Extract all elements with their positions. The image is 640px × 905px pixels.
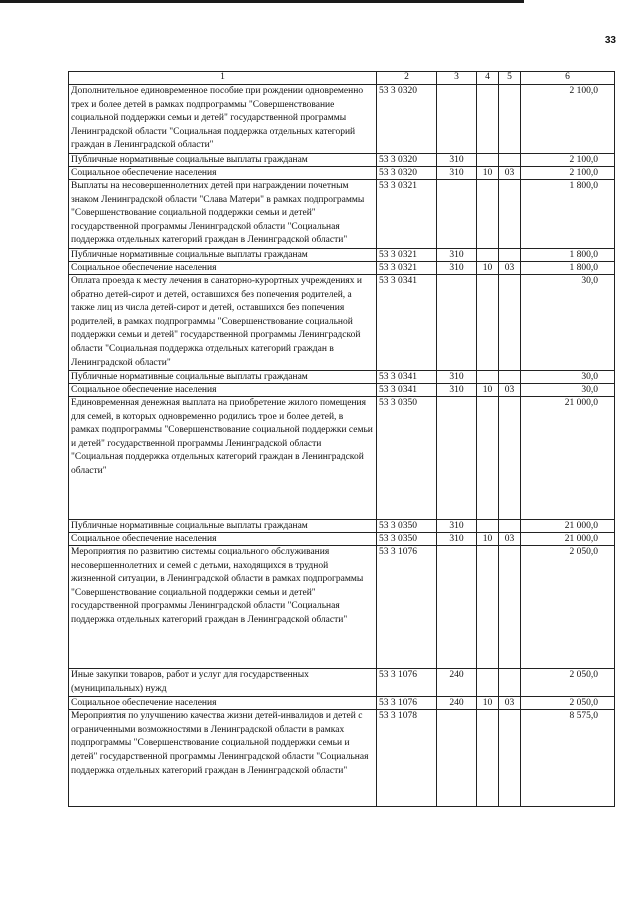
row-subsection-cell [499,179,521,248]
table-row [69,261,615,274]
row-amount-cell: 30,0 [521,371,615,384]
row-subsection-cell: 03 [499,384,521,397]
row-target-code-cell: 53 3 0341 [377,274,437,370]
row-section-cell [477,710,499,807]
header-cell: 1 [69,72,377,85]
row-expense-type-cell: 310 [437,520,477,533]
row-section-cell: 10 [477,261,499,274]
row-expense-type-cell [437,710,477,807]
row-target-code-cell: 53 3 0350 [377,520,437,533]
table-row [69,248,615,261]
table-row [69,85,615,154]
row-subsection-cell [499,248,521,261]
row-name-cell: Мероприятия по развитию системы социального обслуживания несовершеннолетних и семей с детьми, находящихся в трудной жизненной ситуации, в Ленинградской области в рамках подпрограммы "Совершенствование социальной поддержки семьи и детей" государственной программы Ленинградской области "Социальная поддержка отдельных категорий граждан в Ленинградской области" [69,546,377,669]
row-expense-type-cell: 310 [437,533,477,546]
row-target-code-cell: 53 3 0320 [377,166,437,179]
table-row [69,697,615,710]
row-amount-cell: 1 800,0 [521,179,615,248]
row-section-cell [477,669,499,697]
row-target-code-cell: 53 3 0320 [377,85,437,154]
row-section-cell [477,546,499,669]
table-row [69,371,615,384]
row-subsection-cell [499,371,521,384]
row-subsection-cell [499,520,521,533]
table-row [69,533,615,546]
header-cell: 3 [437,72,477,85]
row-name-cell: Социальное обеспечение населения [69,166,377,179]
budget-table [68,71,615,807]
row-target-code-cell: 53 3 0350 [377,397,437,520]
row-subsection-cell [499,710,521,807]
row-expense-type-cell: 310 [437,153,477,166]
header-cell: 4 [477,72,499,85]
row-expense-type-cell [437,85,477,154]
row-name-cell: Публичные нормативные социальные выплаты гражданам [69,153,377,166]
row-target-code-cell: 53 3 1076 [377,546,437,669]
row-section-cell [477,85,499,154]
row-expense-type-cell [437,179,477,248]
row-section-cell [477,274,499,370]
row-expense-type-cell: 310 [437,261,477,274]
page-number: 33 [604,35,616,46]
row-target-code-cell: 53 3 0341 [377,371,437,384]
row-section-cell [477,153,499,166]
row-expense-type-cell: 240 [437,669,477,697]
row-name-cell: Мероприятия по улучшению качества жизни детей-инвалидов и детей с ограниченными возможностями в Ленинградской области в рамках подпрограммы "Совершенствование социальной поддержки семьи и детей" государственной программы Ленинградской области "Социальная поддержка отдельных категорий граждан в Ленинградской области" [69,710,377,807]
row-name-cell: Социальное обеспечение населения [69,533,377,546]
row-section-cell: 10 [477,166,499,179]
row-expense-type-cell [437,546,477,669]
row-section-cell [477,179,499,248]
table-row [69,520,615,533]
row-expense-type-cell [437,397,477,520]
row-target-code-cell: 53 3 1078 [377,710,437,807]
row-expense-type-cell: 240 [437,697,477,710]
row-section-cell: 10 [477,533,499,546]
row-name-cell: Дополнительное единовременное пособие при рождении одновременно трех и более детей в рамках подпрограммы "Совершенствование социальной поддержки семьи и детей" государственной программы Ленинградской области "Социальная поддержка отдельных категорий граждан в Ленинградской области" [69,85,377,154]
row-subsection-cell: 03 [499,697,521,710]
header-row [69,72,615,85]
row-name-cell: Социальное обеспечение населения [69,697,377,710]
row-amount-cell: 1 800,0 [521,248,615,261]
row-amount-cell: 21 000,0 [521,520,615,533]
table-row [69,397,615,520]
header-cell: 2 [377,72,437,85]
row-target-code-cell: 53 3 0341 [377,384,437,397]
row-amount-cell: 21 000,0 [521,397,615,520]
row-target-code-cell: 53 3 0320 [377,153,437,166]
row-section-cell [477,371,499,384]
row-subsection-cell [499,85,521,154]
row-subsection-cell: 03 [499,166,521,179]
row-name-cell: Социальное обеспечение населения [69,261,377,274]
row-name-cell: Публичные нормативные социальные выплаты гражданам [69,371,377,384]
row-name-cell: Иные закупки товаров, работ и услуг для государственных (муниципальных) нужд [69,669,377,697]
row-target-code-cell: 53 3 0350 [377,533,437,546]
row-section-cell [477,520,499,533]
row-amount-cell: 2 050,0 [521,669,615,697]
row-expense-type-cell: 310 [437,371,477,384]
row-subsection-cell [499,153,521,166]
row-expense-type-cell: 310 [437,384,477,397]
row-name-cell: Социальное обеспечение населения [69,384,377,397]
row-amount-cell: 1 800,0 [521,261,615,274]
row-subsection-cell: 03 [499,533,521,546]
row-target-code-cell: 53 3 0321 [377,261,437,274]
table-row [69,546,615,669]
row-expense-type-cell: 310 [437,166,477,179]
row-target-code-cell: 53 3 1076 [377,669,437,697]
row-target-code-cell: 53 3 0321 [377,179,437,248]
scan-top-border [0,0,524,3]
row-subsection-cell [499,274,521,370]
row-amount-cell: 21 000,0 [521,533,615,546]
table-row [69,710,615,807]
table-row [69,166,615,179]
table-row [69,669,615,697]
row-subsection-cell: 03 [499,261,521,274]
row-section-cell: 10 [477,697,499,710]
row-section-cell: 10 [477,384,499,397]
row-name-cell: Выплаты на несовершеннолетних детей при награждении почетным знаком Ленинградской области "Слава Матери" в рамках подпрограммы "Совершенствование социальной поддержки семьи и детей" государственной программы Ленинградской области "Социальная поддержка отдельных категорий граждан в Ленинградской области" [69,179,377,248]
row-amount-cell: 2 100,0 [521,85,615,154]
row-amount-cell: 2 100,0 [521,166,615,179]
table-row [69,179,615,248]
table-row [69,384,615,397]
table-row [69,274,615,370]
row-section-cell [477,397,499,520]
row-amount-cell: 2 100,0 [521,153,615,166]
row-subsection-cell [499,546,521,669]
row-section-cell [477,248,499,261]
row-amount-cell: 2 050,0 [521,697,615,710]
row-amount-cell: 30,0 [521,384,615,397]
row-name-cell: Единовременная денежная выплата на приобретение жилого помещения для семей, в которых одновременно родились трое и более детей, в рамках подпрограммы "Совершенствование социальной поддержки семьи и детей" государственной программы Ленинградской области "Социальная поддержка отдельных категорий граждан в Ленинградской области" [69,397,377,520]
row-target-code-cell: 53 3 1076 [377,697,437,710]
row-subsection-cell [499,397,521,520]
row-name-cell: Публичные нормативные социальные выплаты гражданам [69,520,377,533]
row-amount-cell: 2 050,0 [521,546,615,669]
row-amount-cell: 8 575,0 [521,710,615,807]
table-row [69,153,615,166]
row-target-code-cell: 53 3 0321 [377,248,437,261]
row-name-cell: Публичные нормативные социальные выплаты гражданам [69,248,377,261]
row-expense-type-cell: 310 [437,248,477,261]
row-expense-type-cell [437,274,477,370]
header-cell: 5 [499,72,521,85]
header-cell: 6 [521,72,615,85]
row-amount-cell: 30,0 [521,274,615,370]
row-name-cell: Оплата проезда к месту лечения в санаторно-курортных учреждениях и обратно детей-сирот и детей, оставшихся без попечения родителей, а также лиц из числа детей-сирот и детей, оставшихся без попечения родителей, в рамках подпрограммы "Совершенствование социальной поддержки семьи и детей" государственной программы Ленинградской области "Социальная поддержка отдельных категорий граждан в Ленинградской области" [69,274,377,370]
row-subsection-cell [499,669,521,697]
